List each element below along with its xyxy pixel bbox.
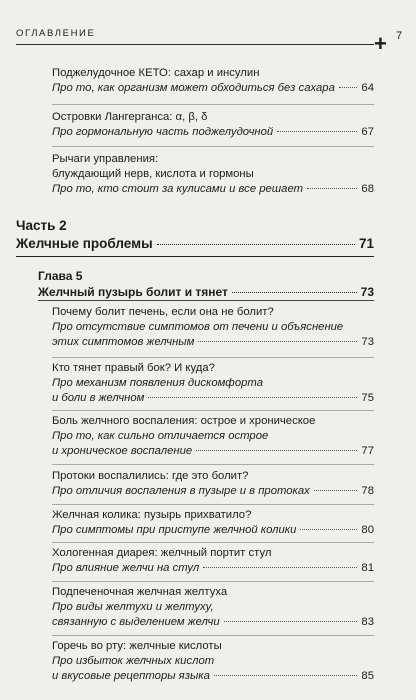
toc-entry[interactable]: [52, 585, 374, 630]
leader-dots: [214, 675, 358, 676]
toc-entry-subtitle: Про отсутствие симптомов от печени и объяснение: [52, 321, 344, 333]
running-header: [16, 28, 406, 42]
chapter-heading[interactable]: [38, 268, 374, 300]
toc-entry-title: Подпеченочная желчная желтуха: [52, 586, 228, 598]
leader-dots: [307, 188, 357, 189]
toc-entry-subtitle: Про то, как организм может обходиться без сахара: [52, 82, 335, 94]
toc-entry[interactable]: [52, 361, 374, 406]
toc-entry[interactable]: [52, 546, 374, 576]
toc-entry-title: Почему болит печень, если она не болит?: [52, 306, 274, 318]
toc-entry[interactable]: [52, 110, 374, 140]
toc-entry-page: 68: [361, 183, 374, 195]
toc-entry-subtitle-line: [52, 444, 374, 459]
entry-divider: [52, 410, 374, 411]
entry-divider: [52, 581, 374, 582]
entry-divider: [52, 504, 374, 505]
toc-entry-subtitle: Про влияние желчи на стул: [52, 562, 200, 574]
toc-entry-subtitle: Про виды желтухи и желтуху,: [52, 601, 214, 613]
toc-entry-subtitle: Про то, как сильно отличается острое: [52, 430, 269, 442]
entry-divider: [52, 635, 374, 636]
header-rule: [16, 44, 374, 45]
toc-entry-title: Кто тянет правый бок? И куда?: [52, 362, 215, 374]
chapter-title-line: [38, 284, 374, 300]
page-number: 7: [396, 30, 403, 42]
toc-entry-subtitle-end: и хроническое воспаление: [52, 445, 193, 457]
leader-dots: [148, 397, 357, 398]
toc-entry-page: 85: [361, 670, 374, 682]
leader-dots: [339, 87, 358, 88]
toc-entry-subtitle-line: [52, 615, 374, 630]
entry-divider: [52, 357, 374, 358]
toc-entry-title: Протоки воспалились: где это болит?: [52, 470, 249, 482]
toc-entry[interactable]: [52, 66, 374, 96]
plus-icon: +: [374, 31, 387, 56]
toc-entry-title: Горечь во рту: желчные кислоты: [52, 640, 222, 652]
toc-entry-title: Желчная колика: пузырь прихватило?: [52, 509, 252, 521]
toc-entry-title: Поджелудочное КЕТО: сахар и инсулин: [52, 67, 260, 79]
toc-entry-page: 73: [361, 336, 374, 348]
toc-entry-page: 64: [361, 82, 374, 94]
toc-entry-subtitle: Про симптомы при приступе желчной колики: [52, 524, 297, 536]
leader-dots: [203, 567, 357, 568]
toc-entry-subtitle-line: [52, 81, 374, 96]
part-heading[interactable]: [16, 217, 374, 253]
toc-entry-subtitle-end: и вкусовые рецепторы языка: [52, 670, 210, 682]
running-header-title: ОГЛАВЛЕНИЕ: [16, 28, 96, 39]
leader-dots: [157, 244, 355, 245]
leader-dots: [314, 490, 358, 491]
toc-entry-subtitle-line: [52, 182, 374, 197]
toc-entry-subtitle: Про механизм появления дискомфорта: [52, 377, 263, 389]
toc-entry-subtitle: Про гормональную часть поджелудочной: [52, 126, 274, 138]
toc-entry-page: 80: [361, 524, 374, 536]
part-page: 71: [358, 236, 374, 251]
toc-entry-subtitle-line: [52, 523, 374, 538]
toc-entry-subtitle-line: [52, 561, 374, 576]
toc-entry-subtitle-end: связанную с выделением желчи: [52, 616, 220, 628]
toc-entry-page: 78: [361, 485, 374, 497]
toc-entry[interactable]: [52, 414, 374, 459]
toc-entry-subtitle-end: этих симптомов желчным: [52, 336, 195, 348]
chapter-rule: [38, 300, 374, 301]
toc-entry-subtitle-line: [52, 669, 374, 684]
leader-dots: [198, 341, 357, 342]
toc-entry[interactable]: [52, 469, 374, 499]
toc-entry-subtitle-line: [52, 335, 374, 350]
toc-entry-title-continued: блуждающий нерв, кислота и гормоны: [52, 168, 254, 180]
entry-divider: [52, 542, 374, 543]
part-title: Желчные проблемы: [16, 236, 153, 251]
toc-entry-page: 77: [361, 445, 374, 457]
part-title-line: [16, 235, 374, 253]
toc-entry[interactable]: [52, 639, 374, 684]
toc-entry-subtitle: Про избыток желчных кислот: [52, 655, 215, 667]
leader-dots: [232, 292, 357, 293]
chapter-title: Желчный пузырь болит и тянет: [38, 285, 228, 299]
toc-entry-subtitle-line: [52, 125, 374, 140]
toc-entry-subtitle-end: и боли в желчном: [52, 392, 145, 404]
entry-divider: [52, 464, 374, 465]
toc-entry-title: Рычаги управления:: [52, 153, 159, 165]
toc-entry-subtitle: Про отличия воспаления в пузыре и в протоках: [52, 485, 310, 497]
toc-entry-page: 75: [361, 392, 374, 404]
toc-entry-title: Боль желчного воспаления: острое и хроническое: [52, 415, 316, 427]
toc-entry-subtitle-line: [52, 484, 374, 499]
toc-entry[interactable]: [52, 305, 374, 350]
toc-entry-title: Островки Лангерганса: α, β, δ: [52, 111, 208, 123]
leader-dots: [277, 131, 357, 132]
part-label: Часть 2: [16, 218, 67, 233]
entry-divider: [52, 146, 374, 147]
toc-entry-page: 81: [361, 562, 374, 574]
toc-entry-page: 83: [361, 616, 374, 628]
toc-entry-subtitle-line: [52, 391, 374, 406]
chapter-label: Глава 5: [38, 269, 83, 283]
toc-entry-title: Хологенная диарея: желчный портит стул: [52, 547, 272, 559]
leader-dots: [224, 621, 358, 622]
leader-dots: [300, 529, 357, 530]
toc-entry-page: 67: [361, 126, 374, 138]
part-rule: [16, 256, 374, 257]
toc-entry-subtitle: Про то, кто стоит за кулисами и все решает: [52, 183, 304, 195]
entry-divider: [52, 104, 374, 105]
chapter-page: 73: [360, 285, 374, 299]
leader-dots: [196, 450, 357, 451]
toc-entry[interactable]: [52, 508, 374, 538]
toc-entry[interactable]: [52, 152, 374, 197]
